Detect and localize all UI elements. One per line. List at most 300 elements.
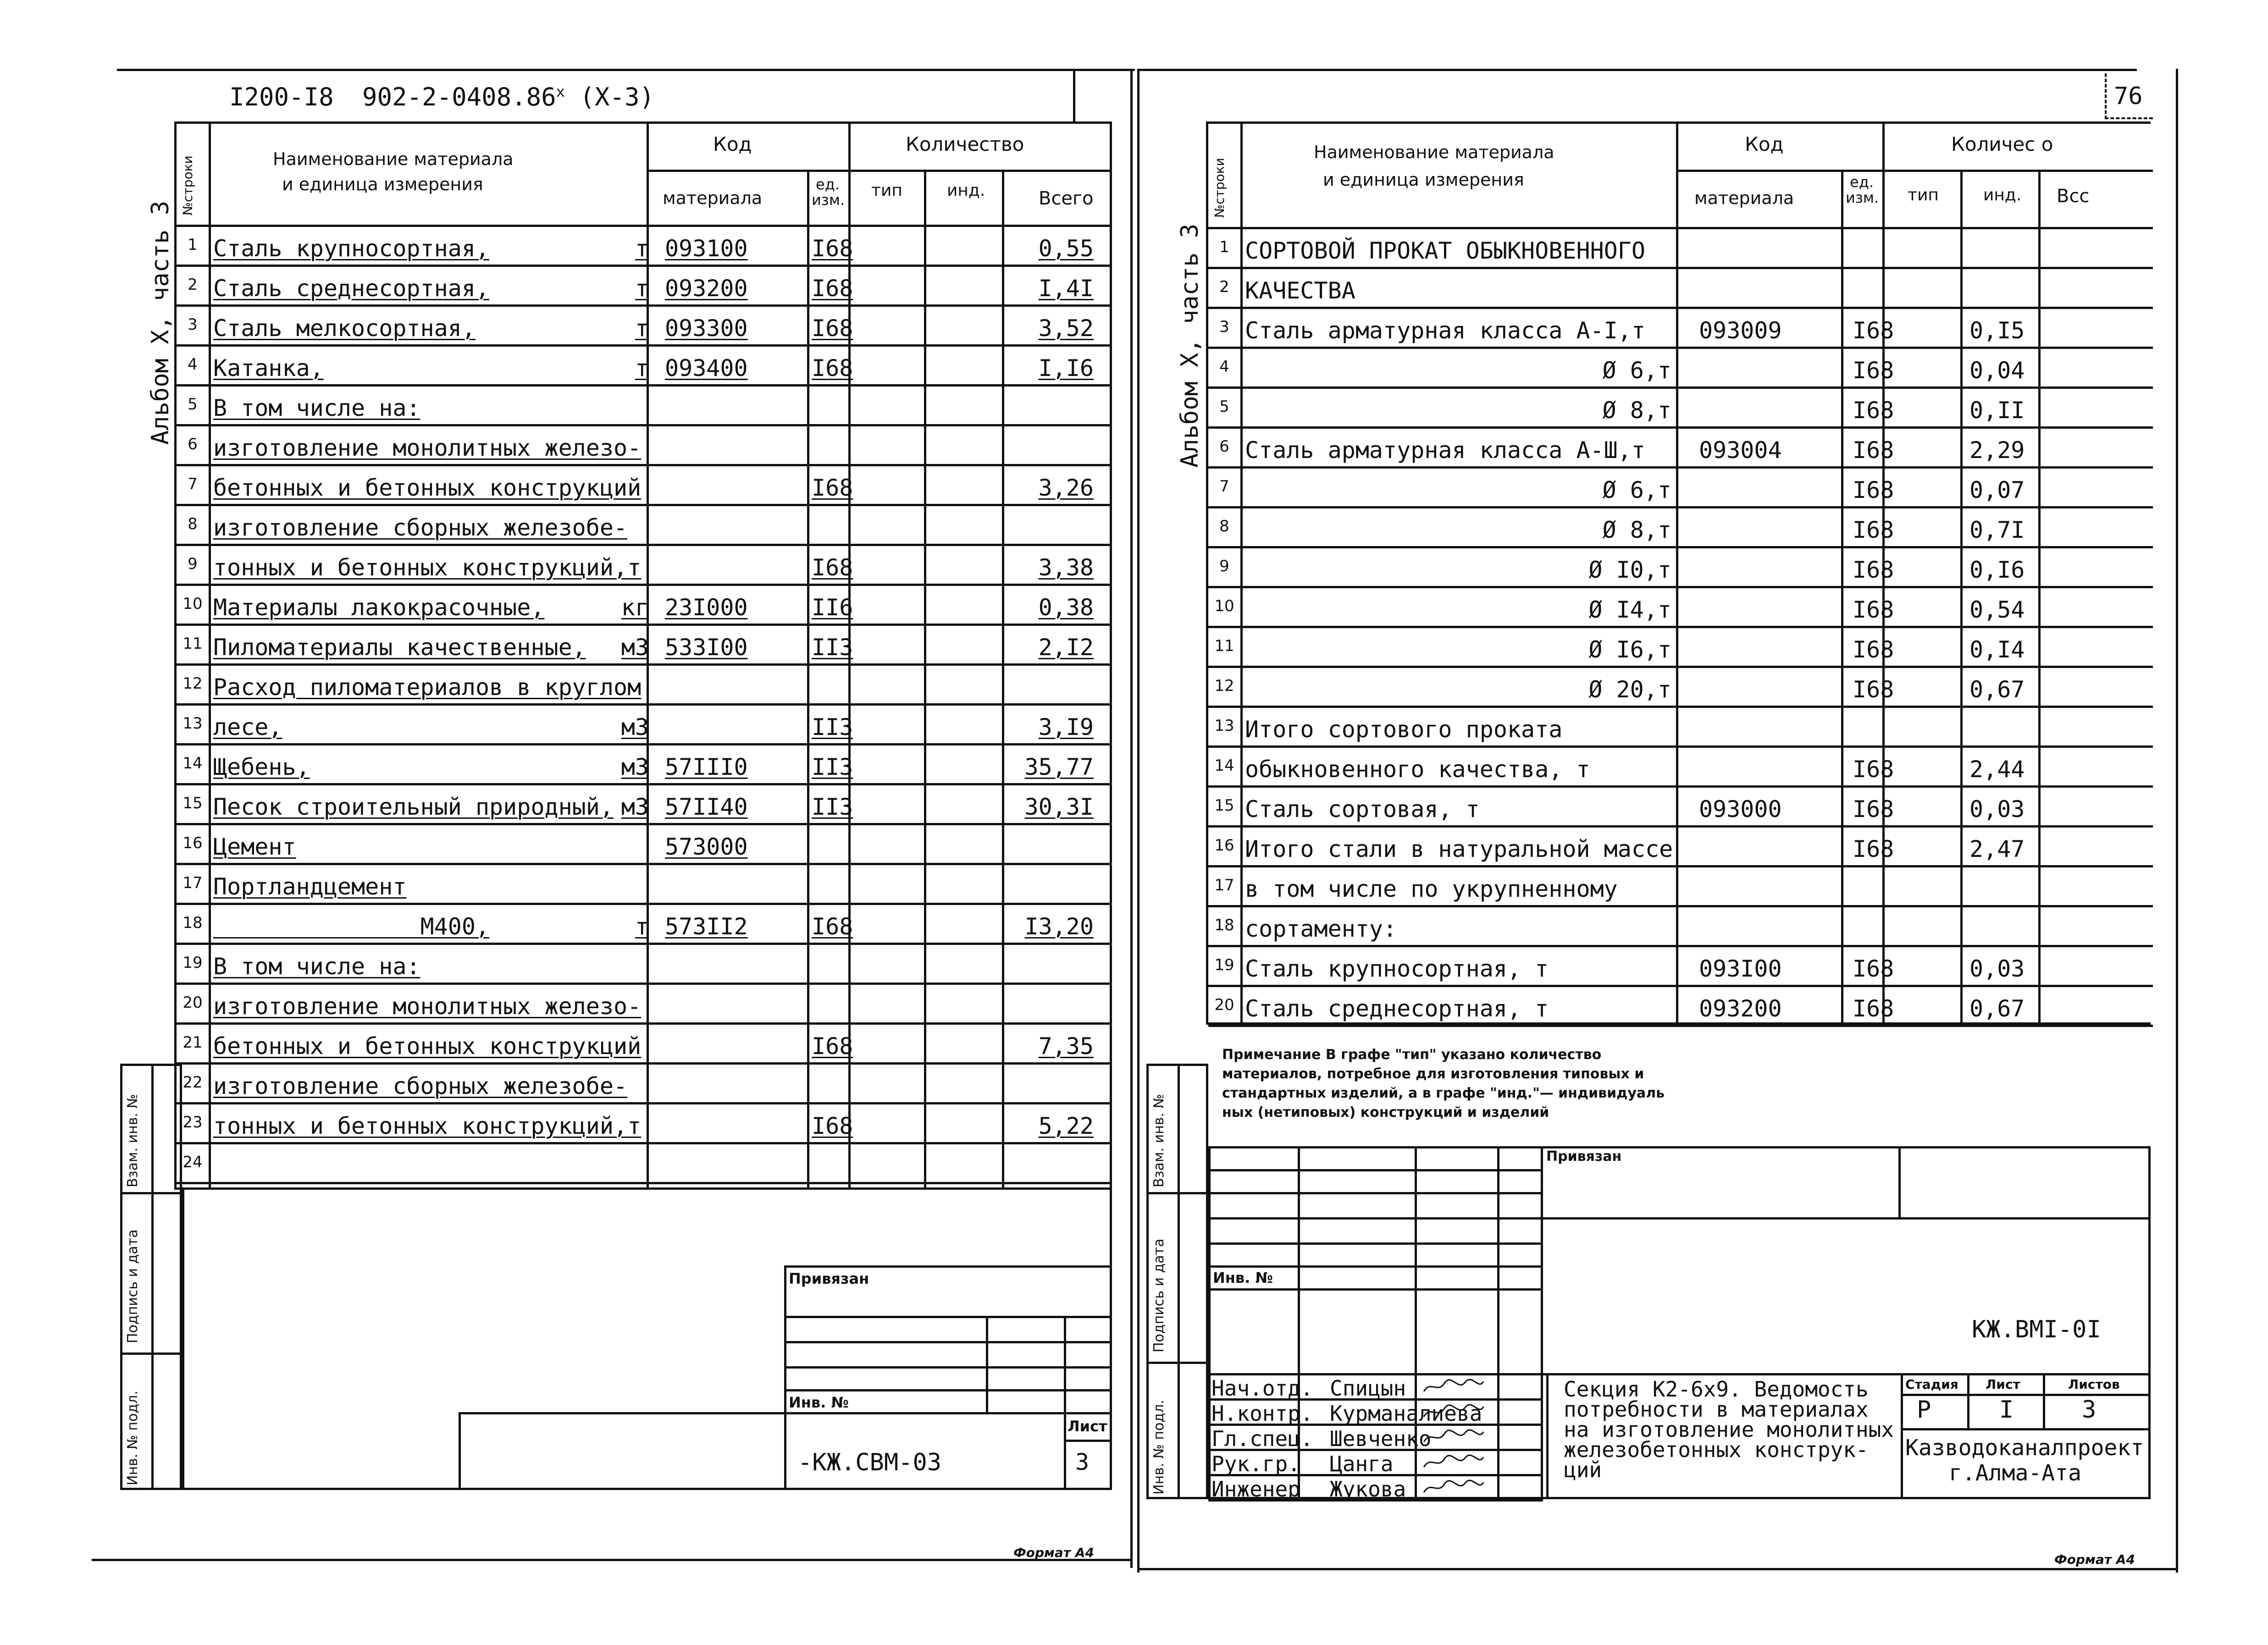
total-value <box>1002 384 1107 424</box>
ind-header: инд. <box>947 181 985 200</box>
unit-code: I68 <box>1853 995 1894 1022</box>
ind-value: 0,07 <box>1969 477 2025 503</box>
row-number: 5 <box>188 395 198 414</box>
ind-value: 0,04 <box>1969 357 2025 384</box>
side-label-podpis-right: Подпись и дата <box>1151 1238 1167 1352</box>
inv-no-label-right: Инв. № <box>1213 1269 1273 1286</box>
ind-value: 2,47 <box>1969 836 2025 862</box>
ind-value: 0,I5 <box>1969 317 2025 344</box>
material-name-text: тонных и бетонных конструкций,т <box>213 1113 642 1139</box>
material-name <box>213 624 649 663</box>
material-name <box>213 743 649 783</box>
material-name: Ø 8,т <box>1602 397 1671 424</box>
unit-code: I68 <box>1853 317 1894 344</box>
unit-code: I68 <box>812 913 853 940</box>
material-name <box>213 225 649 265</box>
row-number: 19 <box>183 953 203 972</box>
material-name: Итого стали в натуральной массе <box>1245 836 1673 862</box>
row-number: 4 <box>1219 357 1229 376</box>
unit-code: I68 <box>1853 517 1894 543</box>
unit-code: I68 <box>1853 557 1894 583</box>
material-name <box>213 1062 649 1102</box>
total-value <box>1002 1062 1107 1102</box>
material-name-text: изготовление монолитных железо- <box>213 993 642 1020</box>
ind-value: 0,II <box>1969 397 2025 424</box>
row-number: 21 <box>183 1033 203 1052</box>
table-row <box>177 265 1112 304</box>
material-code <box>665 544 802 584</box>
material-code <box>1699 466 1837 506</box>
unit-code: I68 <box>812 235 853 262</box>
unit-code: I68 <box>812 355 853 381</box>
table-row <box>177 584 1112 624</box>
material-code <box>665 1022 802 1062</box>
material-code <box>1699 706 1837 745</box>
material-name-text: Песок строительный природный, <box>213 794 614 820</box>
unit-text: м3 <box>621 634 649 661</box>
material-name <box>213 1102 649 1142</box>
total-value: 3,38 <box>1038 554 1094 581</box>
material-code: 093200 <box>665 275 748 302</box>
rownum-header: №строки <box>180 155 195 215</box>
unit-code: I68 <box>1853 596 1894 623</box>
table-row <box>1208 466 2153 506</box>
signer-role: Инженер <box>1211 1477 1300 1501</box>
material-name <box>213 943 649 983</box>
signature-scribble <box>1422 1479 1486 1496</box>
material-name <box>213 783 649 823</box>
total-header: Всс <box>2057 186 2090 207</box>
unit-code <box>812 663 848 703</box>
total-value <box>1002 663 1107 703</box>
row-number: 8 <box>188 514 198 533</box>
row-number: 2 <box>188 275 198 294</box>
material-code: 23I000 <box>665 594 748 621</box>
unit-code: I68 <box>1853 796 1894 822</box>
doc-code: -КЖ.СВМ-03 <box>798 1449 942 1476</box>
code-header: Код <box>713 133 752 155</box>
row-number: 15 <box>183 794 203 812</box>
signer-role: Рук.гр. <box>1211 1452 1300 1476</box>
unit-code: I68 <box>812 554 853 581</box>
material-name-text: В том числе на: <box>213 395 420 421</box>
ind-value: 2,44 <box>1969 756 2025 783</box>
material-header: материала <box>1694 188 1794 208</box>
row-number: 9 <box>188 554 198 573</box>
material-code: 093200 <box>1699 995 1782 1022</box>
sheet-value: I <box>1999 1396 2014 1424</box>
row-number: 2 <box>1219 277 1229 296</box>
total-value <box>1002 863 1107 903</box>
material-code <box>1699 227 1837 267</box>
signature-scribble <box>1422 1453 1486 1471</box>
unit-code <box>812 943 848 983</box>
material-name-text: Портландцемент <box>213 873 407 900</box>
material-name-text: Материалы лакокрасочные, <box>213 594 545 621</box>
typ-header: тип <box>1908 186 1939 204</box>
table-row <box>1208 267 2153 307</box>
table-row <box>177 983 1112 1022</box>
table-row <box>1208 785 2153 825</box>
material-code <box>1699 347 1837 386</box>
unit-code: I68 <box>1853 636 1894 663</box>
row-number: 7 <box>188 475 198 493</box>
unit-text: м3 <box>621 714 649 740</box>
row-number: 7 <box>1219 477 1229 496</box>
material-code <box>665 983 802 1022</box>
material-code: 57II40 <box>665 794 748 820</box>
unit-code <box>812 384 848 424</box>
material-name <box>213 265 649 304</box>
material-name <box>213 384 649 424</box>
note-line: Примечание В графе "тип" указано количество <box>1222 1047 1602 1063</box>
material-name-text: Расход пиломатериалов в круглом <box>213 674 642 701</box>
material-name <box>213 823 649 863</box>
material-name: сортаменту: <box>1245 916 1397 942</box>
material-name-text: изготовление сборных железобе- <box>213 514 628 541</box>
material-code: 573000 <box>665 834 748 860</box>
typ-header: тип <box>871 181 902 200</box>
unit-text: т <box>635 355 649 381</box>
table-row <box>177 1102 1112 1142</box>
unit-text: т <box>635 235 649 262</box>
row-number: 14 <box>183 754 203 773</box>
sheets-label: Листов <box>2068 1377 2120 1392</box>
row-number: 12 <box>1214 676 1234 695</box>
material-code <box>1699 865 1837 905</box>
material-name-text: В том числе на: <box>213 953 420 980</box>
unit-code: I68 <box>1853 357 1894 384</box>
format-label-right: Формат А4 <box>2054 1552 2135 1567</box>
ind-value <box>1969 905 2043 945</box>
unit-text: м3 <box>621 754 649 780</box>
table-row <box>1208 426 2153 466</box>
material-name-text: бетонных и бетонных конструкций <box>213 1033 642 1060</box>
material-name-text: Цемент <box>213 834 296 860</box>
table-row <box>1208 706 2153 745</box>
materials-table-left <box>174 121 1112 1190</box>
material-code <box>665 663 802 703</box>
material-code: 093I00 <box>1699 955 1782 982</box>
material-name-text: Сталь мелкосортная, <box>213 315 476 342</box>
signer-role: Н.контр. <box>1211 1401 1313 1426</box>
stage-value: Р <box>1917 1396 1931 1424</box>
table-row <box>1208 745 2153 785</box>
material-name: Ø 6,т <box>1602 357 1671 384</box>
table-row <box>1208 386 2153 426</box>
row-number: 14 <box>1214 756 1234 775</box>
material-name <box>213 584 649 624</box>
material-name: Итого сортового проката <box>1245 716 1563 743</box>
note-block <box>1222 1045 1665 1122</box>
note-line: ных (нетиповых) конструкций и изделий <box>1222 1104 1549 1121</box>
title-line: Секция К2-6х9. Ведомость <box>1564 1377 1869 1402</box>
row-number: 1 <box>188 235 198 254</box>
page-number: 76 <box>2114 83 2143 110</box>
table-row <box>177 384 1112 424</box>
material-name <box>213 304 649 344</box>
material-name: КАЧЕСТВА <box>1245 277 1355 304</box>
table-row <box>1208 227 2153 267</box>
material-name-text: изготовление монолитных железо- <box>213 435 642 461</box>
table-row <box>1208 506 2153 546</box>
signature-scribble <box>1422 1378 1486 1395</box>
unit-header: ед. изм. <box>812 176 845 209</box>
row-number: 17 <box>1214 876 1234 894</box>
table-row <box>177 703 1112 743</box>
total-value: 5,22 <box>1038 1113 1094 1139</box>
signer-name: Курманалиева <box>1330 1401 1482 1426</box>
table-row <box>177 743 1112 783</box>
note-line: материалов, потребное для изготовления типовых и <box>1222 1066 1644 1082</box>
ind-value: 0,54 <box>1969 596 2025 623</box>
material-code <box>1699 267 1837 307</box>
unit-code <box>812 424 848 464</box>
unit-code: I68 <box>812 1033 853 1060</box>
total-value: 0,38 <box>1038 594 1094 621</box>
row-number: 16 <box>1214 836 1234 855</box>
side-label-vzam: Взам. инв. № <box>125 1094 141 1187</box>
material-name-text: Сталь крупносортная, <box>213 235 490 262</box>
ind-value <box>1969 865 2043 905</box>
material-name <box>213 544 649 584</box>
table-row <box>177 464 1112 504</box>
side-label-podpis: Подпись и дата <box>125 1229 141 1343</box>
row-number: 10 <box>1214 596 1234 615</box>
rownum-header: №строки <box>1212 158 1227 218</box>
table-row <box>177 1062 1112 1102</box>
material-code <box>665 863 802 903</box>
material-code <box>1699 905 1837 945</box>
material-code <box>1699 586 1837 626</box>
unit-code <box>812 504 848 544</box>
unit-code: II3 <box>812 634 853 661</box>
row-number: 6 <box>188 435 198 453</box>
ind-value: 0,03 <box>1969 955 2025 982</box>
total-header: Всего <box>1039 188 1094 209</box>
unit-code <box>812 823 848 863</box>
unit-text: м3 <box>621 794 649 820</box>
unit-code: I68 <box>812 475 853 501</box>
row-number: 22 <box>183 1073 203 1092</box>
unit-code: I68 <box>1853 477 1894 503</box>
name-header-2: и единица измерения <box>282 174 483 194</box>
unit-code: II3 <box>812 794 853 820</box>
material-name-text: лесе, <box>213 714 282 740</box>
total-value: 0,55 <box>1038 235 1094 262</box>
unit-code: II3 <box>812 714 853 740</box>
side-label-vzam-right: Взам. инв. № <box>1151 1094 1167 1187</box>
row-number: 11 <box>183 634 203 653</box>
row-number: 17 <box>183 873 203 892</box>
table-row <box>177 863 1112 903</box>
signer-name: Спицын <box>1330 1376 1406 1401</box>
album-label: Альбом X, часть 3 <box>147 200 174 445</box>
table-row <box>1208 666 2153 706</box>
table-row <box>177 544 1112 584</box>
material-code: 093000 <box>1699 796 1782 822</box>
material-code <box>1699 506 1837 546</box>
table-row <box>1208 307 2153 347</box>
material-name-text: бетонных и бетонных конструкций <box>213 475 642 501</box>
ind-value: 0,7I <box>1969 517 2025 543</box>
table-row <box>1208 825 2153 865</box>
materials-table-right <box>1206 121 2151 1025</box>
material-code <box>665 384 802 424</box>
material-name <box>213 1022 649 1062</box>
signer-role: Нач.отд. <box>1211 1376 1313 1401</box>
unit-text: т <box>635 913 649 940</box>
total-value: I3,20 <box>1024 913 1094 940</box>
total-value: I,I6 <box>1038 355 1094 381</box>
project-code: 902-2-0408.86$^x$ (X-3) <box>362 83 654 111</box>
material-name <box>213 903 649 943</box>
stage-label: Стадия <box>1905 1377 1958 1392</box>
table-row <box>1208 546 2153 586</box>
privyazan-label-right: Привязан <box>1546 1148 1622 1165</box>
row-number: 13 <box>1214 716 1234 735</box>
material-name: Сталь среднесортная, т <box>1245 995 1549 1022</box>
row-number: 18 <box>1214 916 1234 934</box>
material-code <box>665 1062 802 1102</box>
row-number: 3 <box>1219 317 1229 336</box>
ind-value: 0,I6 <box>1969 557 2025 583</box>
material-code <box>665 1142 802 1182</box>
unit-header: ед. изм. <box>1846 173 1879 206</box>
material-name <box>213 344 649 384</box>
material-name <box>213 983 649 1022</box>
ind-value <box>1969 227 2043 267</box>
total-value: 7,35 <box>1038 1033 1094 1060</box>
signer-name: Жукова <box>1330 1477 1406 1501</box>
unit-code <box>1853 706 1889 745</box>
table-row <box>177 903 1112 943</box>
row-number: 20 <box>183 993 203 1012</box>
material-code: 093100 <box>665 235 748 262</box>
ind-value: 2,29 <box>1969 437 2025 464</box>
unit-code <box>812 983 848 1022</box>
material-name: Ø 8,т <box>1602 517 1671 543</box>
table-row <box>177 344 1112 384</box>
material-code: 573II2 <box>665 913 748 940</box>
unit-code <box>1853 227 1889 267</box>
total-value: 3,I9 <box>1038 714 1094 740</box>
unit-code <box>812 1062 848 1102</box>
table-row <box>1208 347 2153 386</box>
code-header: Код <box>1745 133 1784 155</box>
total-value <box>1002 983 1107 1022</box>
unit-text: кг <box>621 594 649 621</box>
material-name-text: М400, <box>213 913 490 940</box>
ind-value: 0,67 <box>1969 676 2025 703</box>
total-value: 3,52 <box>1038 315 1094 342</box>
material-name: СОРТОВОЙ ПРОКАТ ОБЫКНОВЕННОГО <box>1245 237 1645 264</box>
unit-code: I68 <box>1853 836 1894 862</box>
signature-scribble <box>1422 1428 1486 1446</box>
material-code <box>1699 666 1837 706</box>
table-row <box>1208 865 2153 905</box>
table-row <box>1208 626 2153 666</box>
table-row <box>177 504 1112 544</box>
name-header: Наименование материала <box>1314 142 1554 162</box>
material-code: 533I00 <box>665 634 748 661</box>
table-row <box>177 943 1112 983</box>
material-code <box>1699 546 1837 586</box>
unit-code: I68 <box>812 1113 853 1139</box>
material-name: Ø I4,т <box>1588 596 1671 623</box>
material-name: Ø I0,т <box>1588 557 1671 583</box>
signer-role: Гл.спец. <box>1211 1426 1313 1451</box>
table-row <box>177 304 1112 344</box>
list-number: 3 <box>1075 1449 1090 1475</box>
material-code <box>665 464 802 504</box>
material-name: Ø 20,т <box>1588 676 1671 703</box>
total-value <box>1002 823 1107 863</box>
material-name <box>213 504 649 544</box>
unit-code <box>1853 865 1889 905</box>
material-name <box>213 1142 649 1182</box>
row-number: 24 <box>183 1153 203 1171</box>
row-number: 13 <box>183 714 203 733</box>
row-number: 16 <box>183 834 203 852</box>
title-line: железобетонных конструк- <box>1564 1437 1869 1462</box>
title-line: потребности в материалах <box>1564 1397 1869 1422</box>
table-row <box>177 663 1112 703</box>
row-number: 15 <box>1214 796 1234 815</box>
material-name <box>213 863 649 903</box>
table-row <box>177 823 1112 863</box>
signer-name: Шевченко <box>1330 1426 1432 1451</box>
top-border <box>117 69 1135 71</box>
material-name: Сталь арматурная класса А-Ш,т <box>1245 437 1645 464</box>
row-number: 4 <box>188 355 198 374</box>
privyazan-label: Привязан <box>789 1270 869 1287</box>
table-row <box>177 1022 1112 1062</box>
material-name: Ø I6,т <box>1588 636 1671 663</box>
table-row <box>1208 945 2153 985</box>
table-row <box>177 783 1112 823</box>
org-line1: Казводоканалпроект <box>1905 1435 2144 1461</box>
org-line2: г.Алма-Ата <box>1949 1460 2081 1486</box>
material-name-text: тонных и бетонных конструкций,т <box>213 554 642 581</box>
material-code <box>665 703 802 743</box>
row-number: 8 <box>1219 517 1229 535</box>
material-code <box>665 504 802 544</box>
material-name <box>213 663 649 703</box>
sheet-label: Лист <box>1986 1377 2020 1392</box>
row-number: 3 <box>188 315 198 334</box>
sheet-edge <box>1130 69 1133 1568</box>
unit-code <box>1853 267 1889 307</box>
total-value <box>1002 504 1107 544</box>
unit-code <box>1853 905 1889 945</box>
material-code: 57III0 <box>665 754 748 780</box>
ind-header: инд. <box>1983 186 2022 204</box>
unit-code: I68 <box>1853 437 1894 464</box>
row-number: 12 <box>183 674 203 693</box>
material-code <box>1699 825 1837 865</box>
material-name-text: Щебень, <box>213 754 310 780</box>
material-name: Сталь сортовая, т <box>1245 796 1480 822</box>
total-value: I,4I <box>1038 275 1094 302</box>
ind-value <box>1969 706 2043 745</box>
row-number: 9 <box>1219 557 1229 575</box>
material-name-text: Сталь среднесортная, <box>213 275 490 302</box>
unit-code: I68 <box>812 275 853 302</box>
material-code <box>1699 745 1837 785</box>
ind-value: 0,67 <box>1969 995 2025 1022</box>
qty-header: Количес о <box>1951 133 2053 155</box>
